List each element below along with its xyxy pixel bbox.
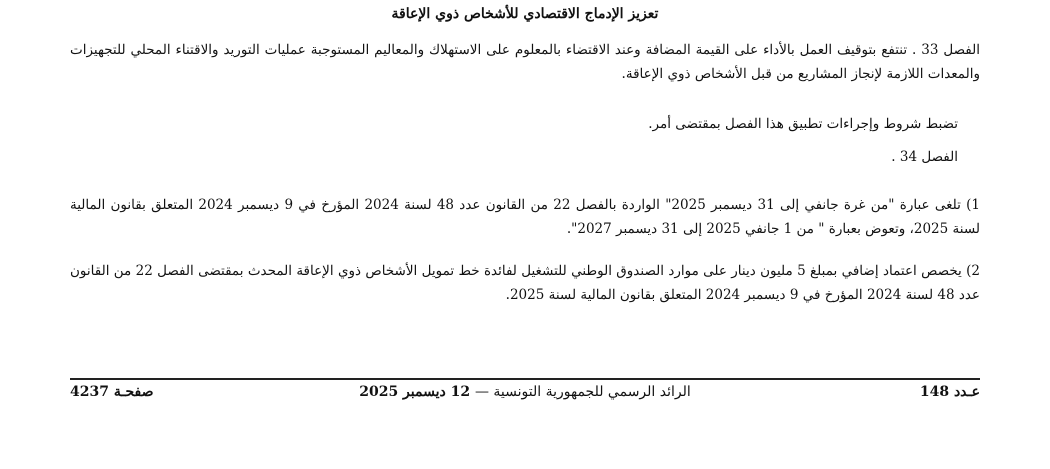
paragraph-article-34-item-1: 1) تلغى عبارة "من غرة جانفي إلى 31 ديسمبر 2025" الواردة بالفصل 22 من القانون عدد 48 لسنة 2024 المؤرخ في 9 ديسمبر 2024 المتعلق بقانون المالية لسنة 2025، وتعوض بعبارة " من 1 جانفي 2025 إلى 31 ديسمبر 2027". [70, 197, 980, 237]
paragraph-article-34-item-2: 2) يخصص اعتماد إضافي بمبلغ 5 مليون دينار على موارد الصندوق الوطني للتشغيل لفائدة خط تمويل الأشخاص ذوي الإعاقة المحدث بمقتضى الفصل 22 من القانون عدد 48 لسنة 2024 المؤرخ في 9 ديسمبر 2024 المتعلق بقانون المالية لسنة 2025. [70, 263, 980, 303]
footer-issue-number: عـدد 148 [919, 384, 980, 400]
document-title: تعزيز الإدماج الاقتصادي للأشخاص ذوي الإعاقة [391, 6, 659, 22]
footer-publication-name: الرائد الرسمي للجمهورية التونسية — [474, 384, 691, 400]
document-page [70, 0, 980, 469]
footer-date: 12 ديسمبر 2025 [359, 384, 471, 400]
footer-divider [70, 378, 980, 380]
paragraph-decree-note: تضبط شروط وإجراءات تطبيق هذا الفصل بمقتضى أمر. [648, 116, 958, 132]
footer-page-number: صفحـة 4237 [70, 384, 154, 400]
footer-publication [70, 384, 980, 400]
paragraph-article-33: الفصل 33 . تنتفع بتوقيف العمل بالأداء على القيمة المضافة وعند الاقتضاء بالمعلوم على الاستهلاك والمعاليم المستوجبة عمليات التوريد والاقتناء المحلي للتجهيزات والمعدات اللازمة لإنجاز المشاريع من قبل الأشخاص ذوي الإعاقة. [70, 42, 980, 82]
page-footer [70, 384, 980, 410]
paragraph-article-34-heading: الفصل 34 . [891, 149, 958, 165]
